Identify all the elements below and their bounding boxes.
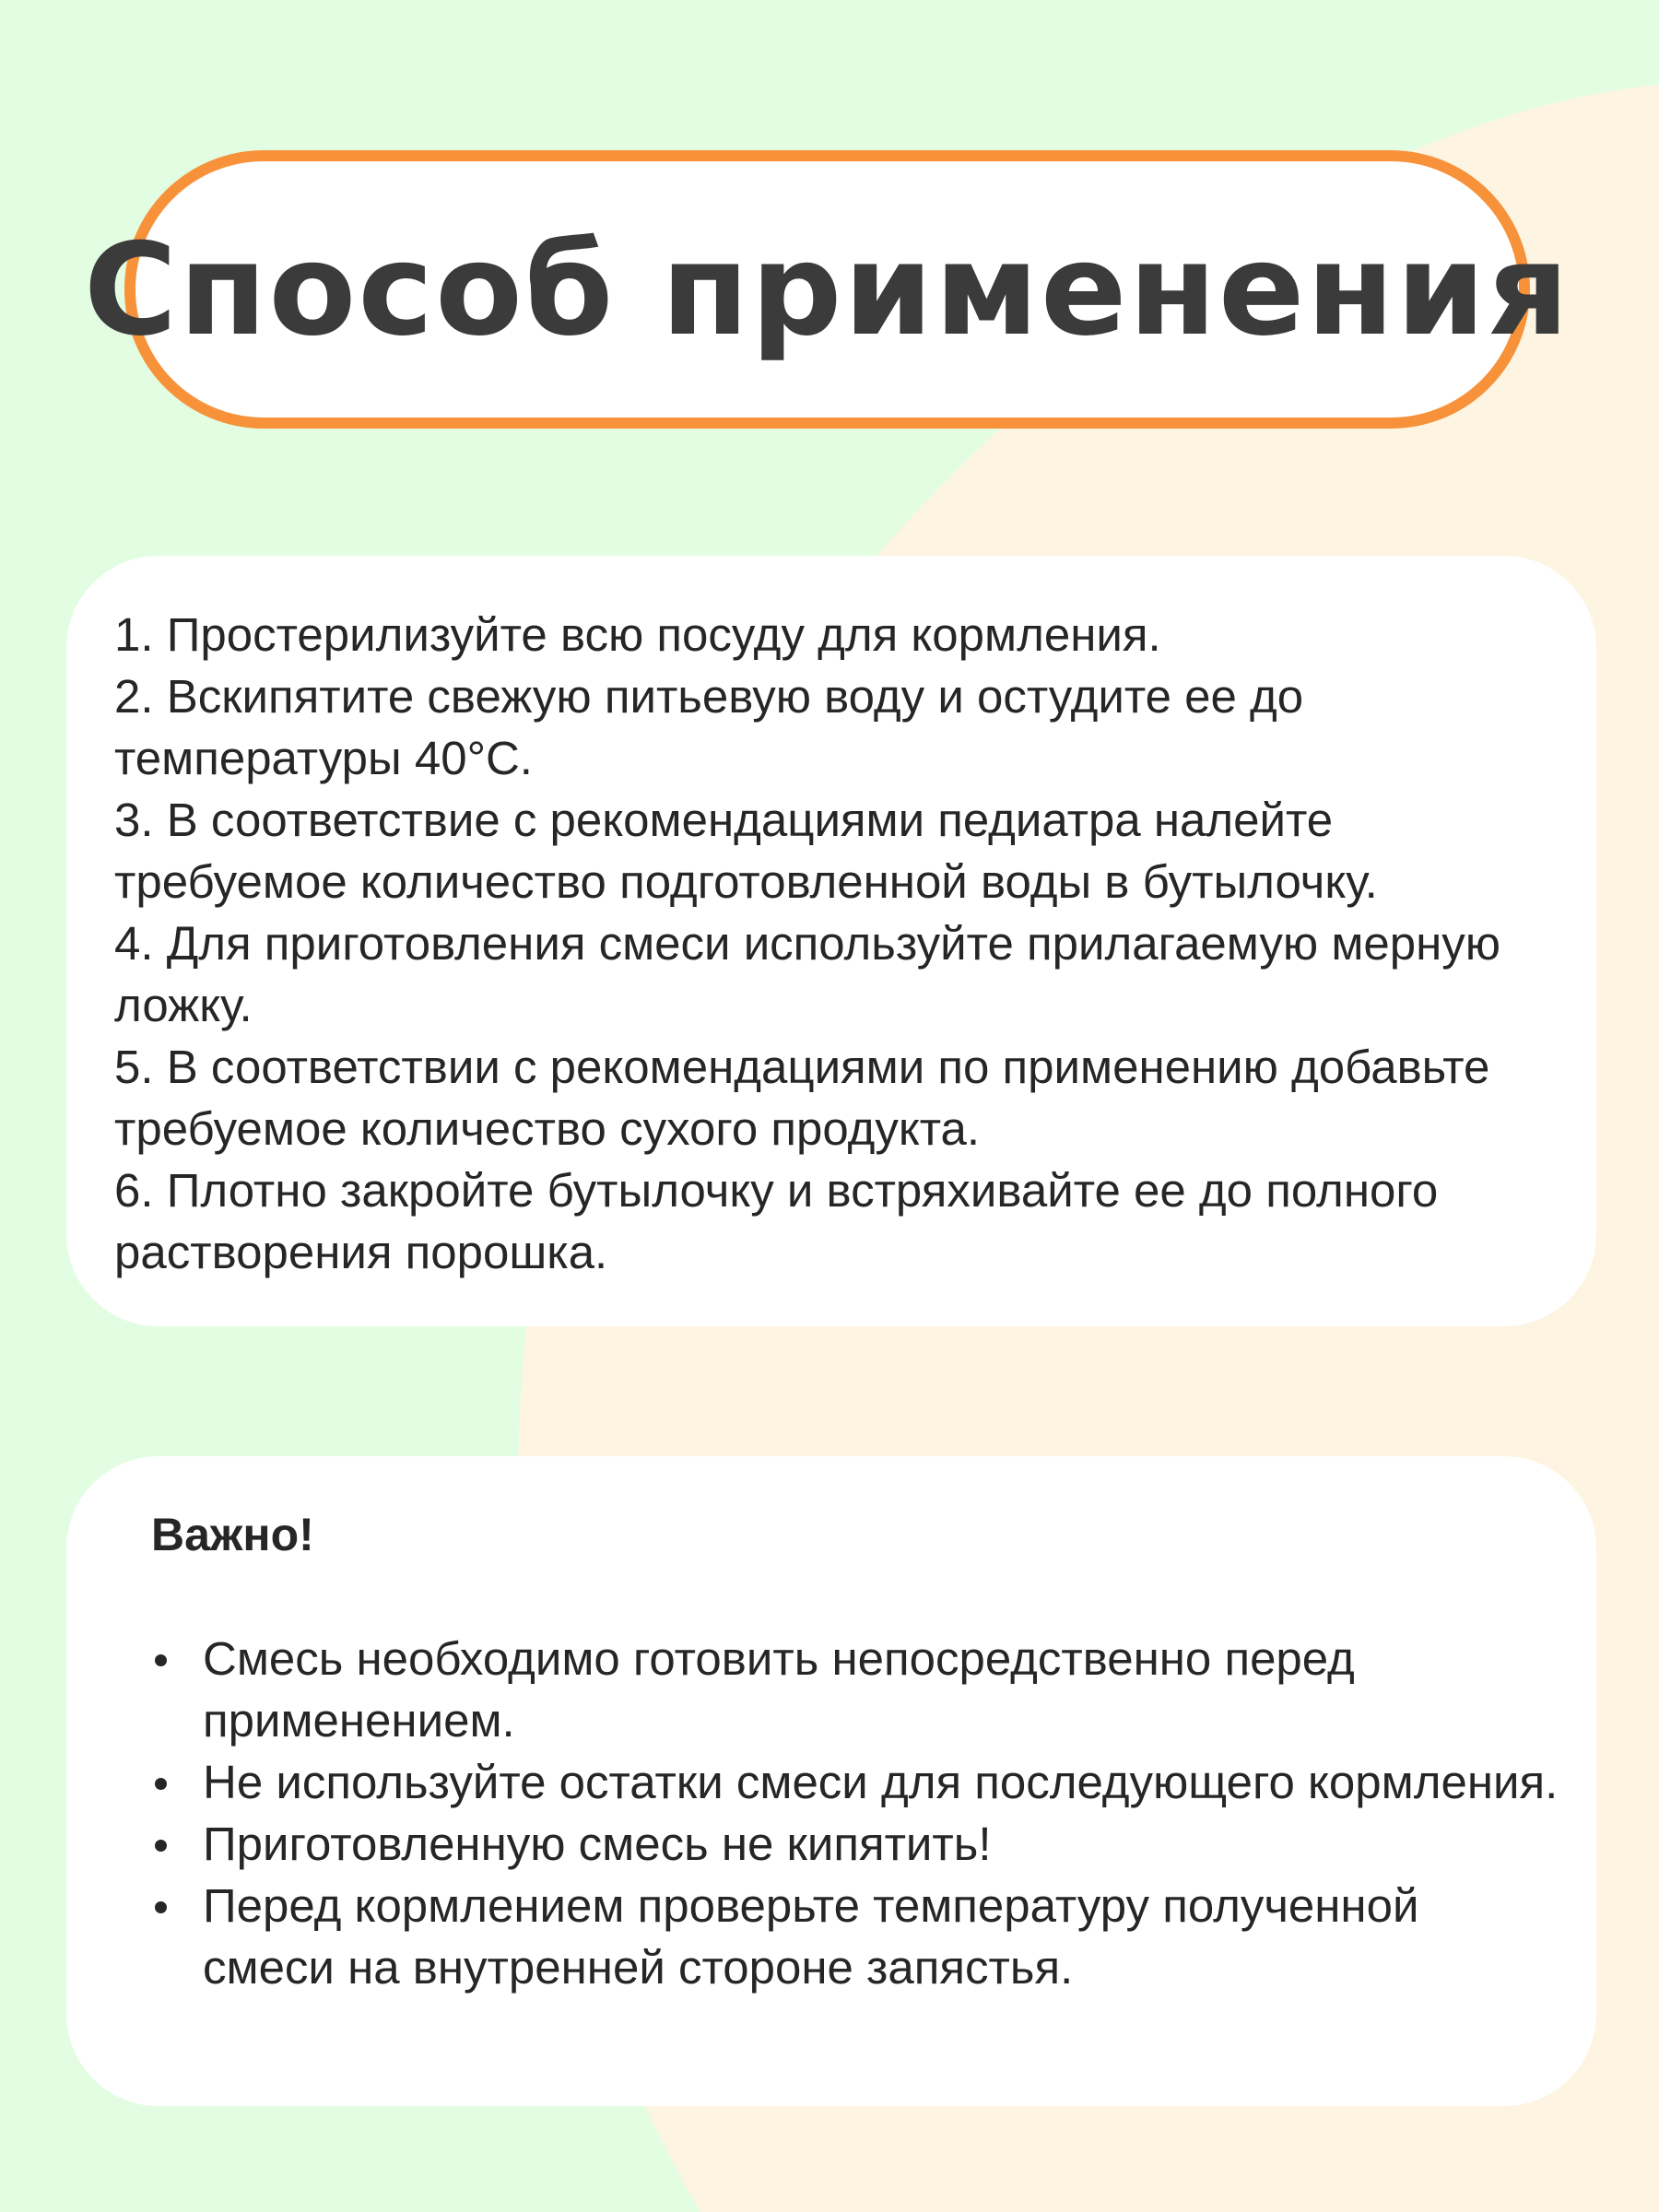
- important-heading: Важно!: [151, 1509, 314, 1560]
- instruction-step-6: 6. Плотно закройте бутылочку и встряхивайте ее до полного растворения порошка.: [114, 1164, 1439, 1278]
- instruction-step-5: 5. В соответствии с рекомендациями по применению добавьте требуемое количество сухого продукта.: [114, 1041, 1490, 1155]
- bullet-dot-icon: [155, 1901, 167, 1913]
- title-pill: [83, 150, 1571, 429]
- important-item-text: Смесь необходимо готовить непосредственно перед применением.: [203, 1632, 1355, 1747]
- important-item: [149, 1875, 1559, 1998]
- bullet-dot-icon: [155, 1840, 167, 1852]
- bullet-dot-icon: [155, 1778, 167, 1790]
- important-card: [66, 1456, 1596, 2106]
- important-item-text: Перед кормлением проверьте температуру полученной смеси на внутренней стороне запястья.: [203, 1879, 1419, 1994]
- important-item: [149, 1628, 1559, 1751]
- page-title: Способ применения: [83, 215, 1571, 364]
- important-list: [149, 1628, 1559, 1998]
- important-item: [149, 1751, 1559, 1813]
- instructions-card: [66, 556, 1596, 1326]
- important-item: [149, 1813, 1559, 1875]
- instruction-step-2: 2. Вскипятите свежую питьевую воду и остудите ее до температуры 40°С.: [114, 670, 1304, 784]
- important-item-text: Не используйте остатки смеси для последующего кормления.: [203, 1756, 1559, 1808]
- instruction-step-1: 1. Простерилизуйте всю посуду для кормления.: [114, 608, 1161, 661]
- important-item-text: Приготовленную смесь не кипятить!: [203, 1818, 992, 1870]
- bullet-dot-icon: [155, 1654, 167, 1666]
- instruction-step-4: 4. Для приготовления смеси используйте прилагаемую мерную ложку.: [114, 917, 1501, 1031]
- instruction-step-3: 3. В соответствие с рекомендациями педиатра налейте требуемое количество подготовленной воды в бутылочку.: [114, 794, 1378, 908]
